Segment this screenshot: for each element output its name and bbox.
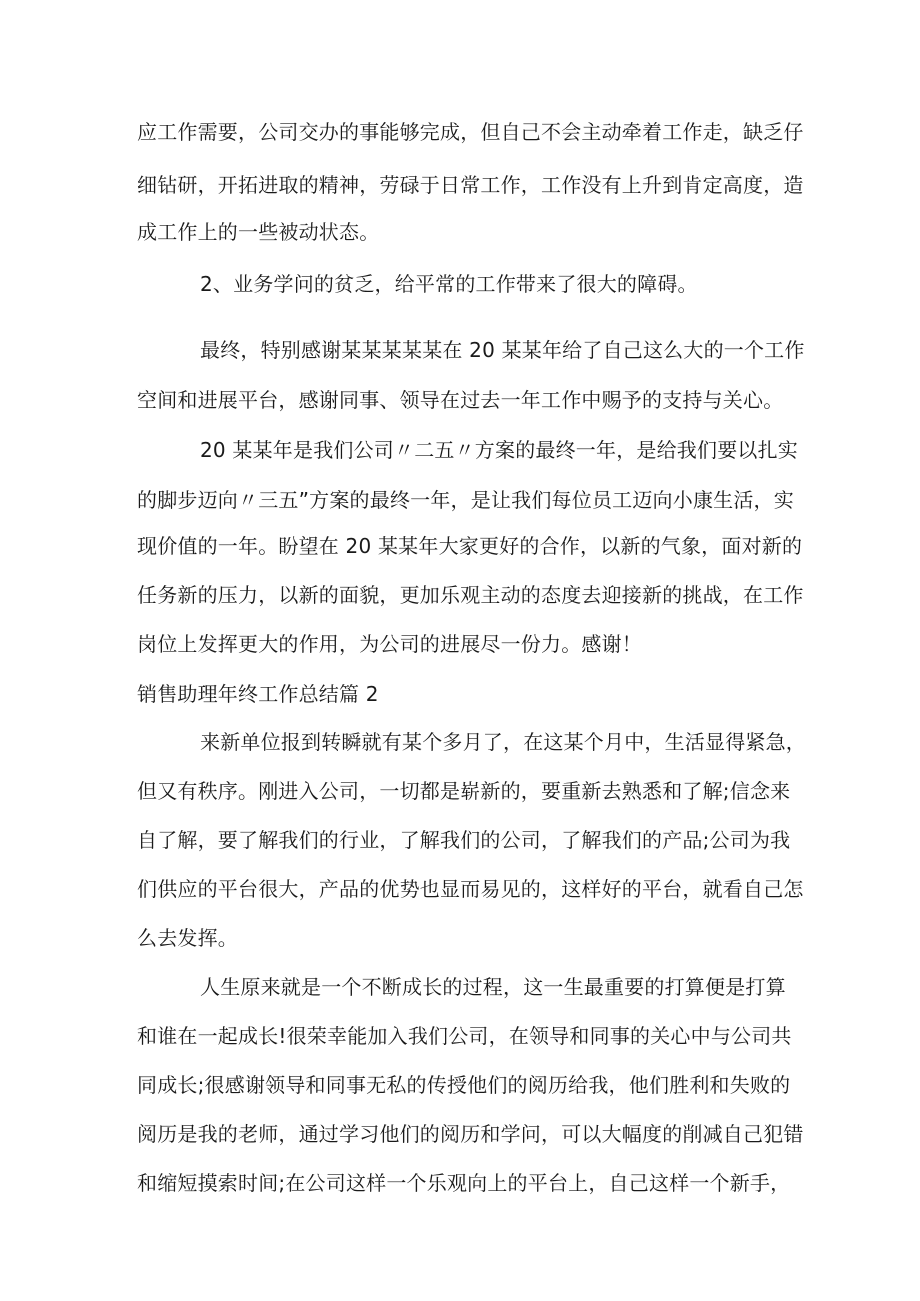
paragraph-line: 2、业务学问的贫乏，给平常的工作带来了很大的障碍。 (200, 272, 698, 296)
paragraph-line: 们供应的平台很大，产品的优势也显而易见的，这样好的平台，就看自己怎 (137, 877, 804, 901)
paragraph-line: 20 某某年是我们公司〃二五〃方案的最终一年，是给我们要以扎实 (200, 438, 799, 462)
paragraph-line: 岗位上发挥更大的作用，为公司的进展尽一份力。感谢！ (137, 632, 642, 656)
paragraph-line: 应工作需要，公司交办的事能够完成，但自己不会主动牵着工作走，缺乏仔 (137, 120, 804, 144)
paragraph-line: 空间和进展平台，感谢同事、领导在过去一年工作中赐予的支持与关心。 (137, 388, 784, 412)
paragraph-line: 阅历是我的老师，通过学习他们的阅历和学问，可以大幅度的削减自己犯错 (137, 1122, 804, 1146)
paragraph-line: 自了解，要了解我们的行业，了解我们的公司，了解我们的产品;公司为我 (137, 828, 791, 852)
paragraph-line: 人生原来就是一个不断成长的过程，这一生最重要的打算便是打算 (200, 975, 786, 999)
paragraph-line: 来新单位报到转瞬就有某个多月了，在这某个月中，生活显得紧急， (200, 730, 806, 754)
section-heading: 销售助理年终工作总结篇 2 (137, 682, 379, 706)
paragraph-line: 么去发挥。 (137, 926, 238, 950)
paragraph-line: 的脚步迈向〃三五”方案的最终一年，是让我们每位员工迈向小康生活，实 (137, 488, 794, 512)
paragraph-line: 和缩短摸索时间;在公司这样一个乐观向上的平台上，自己这样一个新手， (137, 1171, 791, 1195)
paragraph-line: 最终，特别感谢某某某某某在 20 某某年给了自己这么大的一个工作 (200, 338, 805, 362)
paragraph-line: 但又有秩序。刚进入公司，一切都是崭新的，要重新去熟悉和了解;信念来 (137, 779, 791, 803)
paragraph-line: 细钻研，开拓进取的精神，劳碌于日常工作，工作没有上升到肯定高度，造 (137, 173, 804, 197)
paragraph-line: 任务新的压力，以新的面貌，更加乐观主动的态度去迎接新的挑战，在工作 (137, 583, 804, 607)
paragraph-line: 成工作上的一些被动状态。 (137, 220, 380, 244)
paragraph-line: 同成长;很感谢领导和同事无私的传授他们的阅历给我，他们胜利和失败的 (137, 1073, 791, 1097)
paragraph-line: 和谁在一起成长!很荣幸能加入我们公司，在领导和同事的关心中与公司共 (137, 1024, 792, 1048)
paragraph-line: 现价值的一年。盼望在 20 某某年大家更好的合作，以新的气象，面对新的 (137, 534, 803, 558)
